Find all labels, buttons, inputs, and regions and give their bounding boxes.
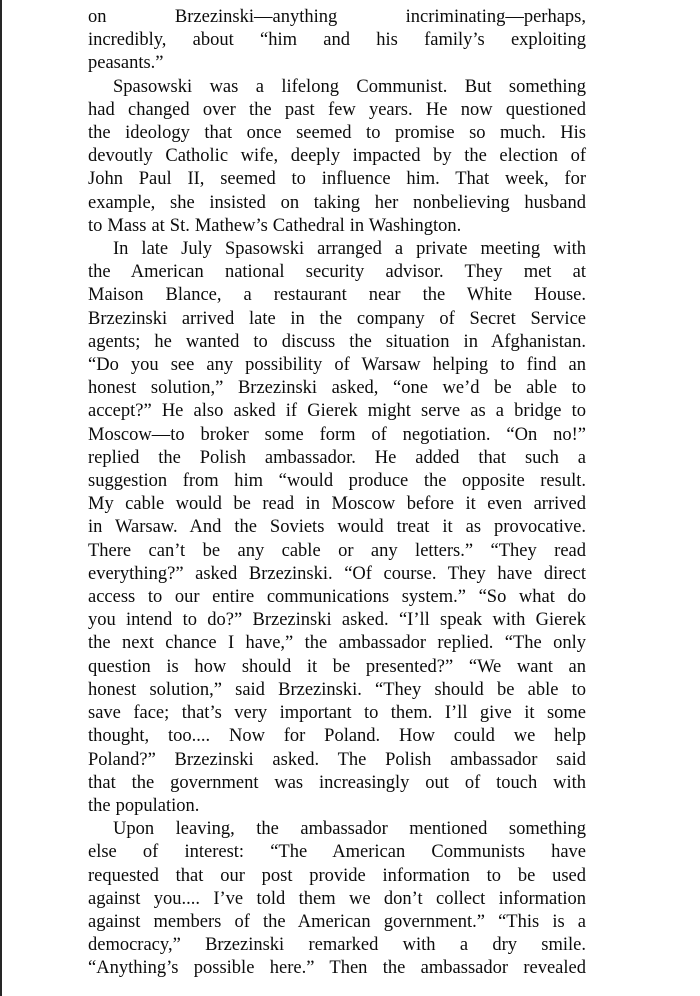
text-line: “Do you see any possibility of Warsaw helping to find an bbox=[88, 355, 586, 376]
text-line: Upon leaving, the ambassador mentioned something bbox=[113, 819, 586, 840]
text-line: the ideology that once seemed to promise so much. His bbox=[88, 123, 586, 144]
text-line: Spasowski was a lifelong Communist. But something bbox=[113, 76, 586, 97]
text-line: the population. bbox=[88, 795, 200, 816]
text-line: in Warsaw. And the Soviets would treat it as provocative. bbox=[88, 517, 586, 538]
text-line: Moscow—to broker some form of negotiation. “On no!” bbox=[88, 424, 586, 445]
paragraph bbox=[88, 76, 586, 238]
text-line: My cable would be read in Moscow before it even arrived bbox=[88, 494, 586, 515]
text-line: honest solution,” Brzezinski asked, “one we’d be able to bbox=[88, 378, 586, 399]
text-line: “Anything’s possible here.” Then the ambassador revealed bbox=[88, 958, 586, 979]
text-line: accept?” He also asked if Gierek might serve as a bridge to bbox=[88, 401, 586, 422]
text-line: had changed over the past few years. He now questioned bbox=[88, 99, 586, 120]
text-line: on Brzezinski—anything incriminating—perhaps, bbox=[88, 7, 586, 27]
text-line: save face; that’s very important to them. I’ll give it some bbox=[88, 703, 586, 724]
text-line: requested that our post provide information to be used bbox=[88, 865, 586, 886]
text-line: to Mass at St. Mathew’s Cathedral in Washington. bbox=[88, 215, 462, 236]
text-line: against members of the American government.” “This is a bbox=[88, 911, 586, 932]
text-line: peasants.” bbox=[88, 53, 164, 74]
text-line: incredibly, about “him and his family’s exploiting bbox=[88, 30, 586, 51]
text-line: honest solution,” said Brzezinski. “They should be able to bbox=[88, 679, 586, 700]
text-line: thought, too.... Now for Poland. How could we help bbox=[88, 726, 586, 747]
text-line: In late July Spasowski arranged a private meeting with bbox=[113, 239, 586, 260]
text-line: John Paul II, seemed to influence him. That week, for bbox=[88, 169, 586, 190]
text-line: suggestion from him “would produce the opposite result. bbox=[88, 471, 586, 492]
text-line: agents; he wanted to discuss the situation in Afghanistan. bbox=[88, 331, 586, 352]
text-line: replied the Polish ambassador. He added that such a bbox=[88, 447, 586, 468]
text-line: Poland?” Brzezinski asked. The Polish ambassador said bbox=[88, 749, 586, 770]
paragraph bbox=[88, 238, 586, 818]
text-line: devoutly Catholic wife, deeply impacted by the election of bbox=[88, 146, 586, 167]
text-line: There can’t be any cable or any letters.” “They read bbox=[88, 540, 586, 561]
text-line: Maison Blance, a restaurant near the White House. bbox=[88, 285, 586, 306]
text-line: democracy,” Brzezinski remarked with a dry smile. bbox=[88, 935, 586, 956]
paragraph bbox=[88, 6, 586, 76]
text-line: that the government was increasingly out of touch with bbox=[88, 772, 586, 793]
page-text-block bbox=[88, 6, 586, 981]
text-line: access to our entire communications system.” “So what do bbox=[88, 587, 586, 608]
text-line: Brzezinski arrived late in the company of Secret Service bbox=[88, 308, 586, 329]
text-line: else of interest: “The American Communists have bbox=[88, 842, 586, 863]
text-line: the American national security advisor. They met at bbox=[88, 262, 586, 283]
text-line: question is how should it be presented?” “We want an bbox=[88, 656, 586, 677]
text-line: everything?” asked Brzezinski. “Of course. They have direct bbox=[88, 563, 586, 584]
text-line: the next chance I have,” the ambassador replied. “The only bbox=[88, 633, 586, 654]
text-line: against you.... I’ve told them we don’t collect information bbox=[88, 888, 586, 909]
text-line: example, she insisted on taking her nonbelieving husband bbox=[88, 192, 586, 213]
text-line: you intend to do?” Brzezinski asked. “I’ll speak with Gierek bbox=[88, 610, 586, 631]
page-edge-bar bbox=[0, 0, 2, 996]
paragraph bbox=[88, 818, 586, 980]
